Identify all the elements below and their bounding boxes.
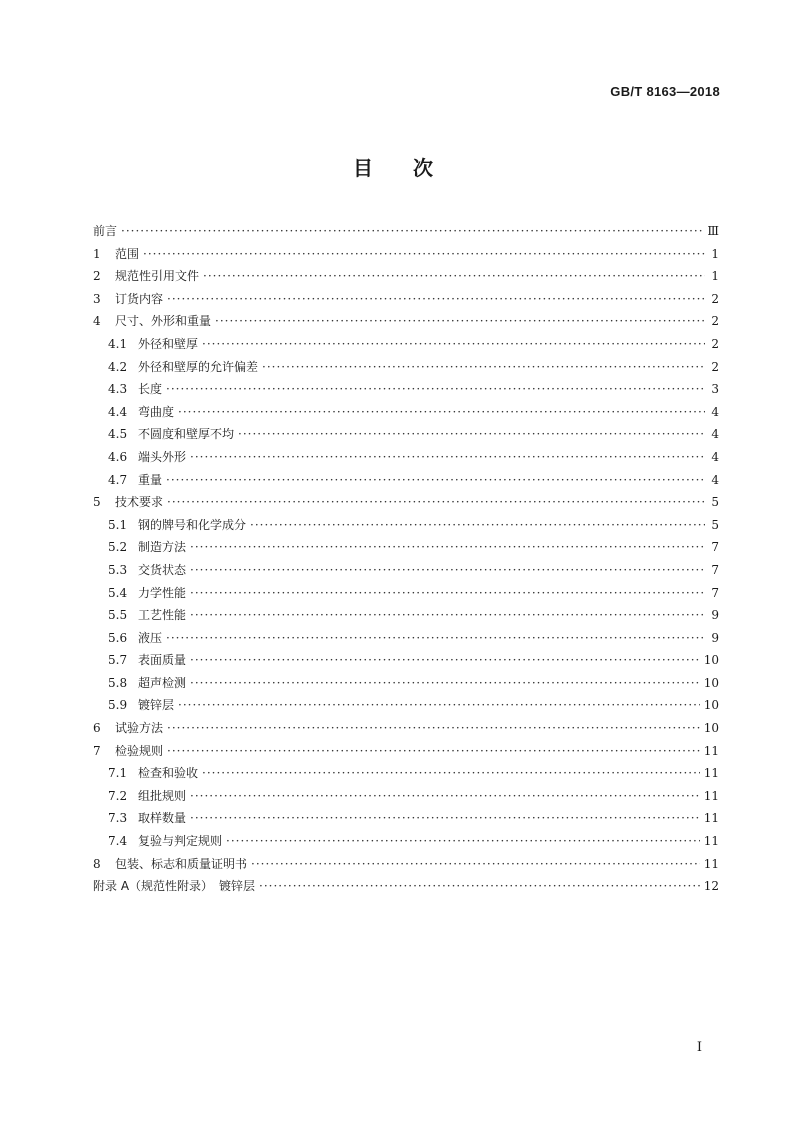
toc-entry-number: 7.4 <box>108 834 128 849</box>
toc-entry-number: 7 <box>93 743 101 758</box>
toc-leader-dots <box>166 469 705 492</box>
toc-leader-dots <box>238 423 705 446</box>
toc-entry-page: 7 <box>711 540 719 555</box>
toc-entry-label: 制造方法 <box>138 540 187 555</box>
toc-leader-dots <box>167 717 700 740</box>
toc-entry-number: 3 <box>93 291 101 306</box>
toc-entry-label: 订货内容 <box>115 291 164 306</box>
toc-entry[interactable] <box>93 582 719 605</box>
toc-entry-label: 重量 <box>138 472 163 487</box>
toc-entry-number: 4.2 <box>108 359 128 374</box>
toc-leader-dots <box>202 333 705 356</box>
toc-entry-page: 4 <box>711 449 719 464</box>
toc-entry[interactable] <box>93 807 719 830</box>
toc-entry-label: 工艺性能 <box>138 608 187 623</box>
toc-entry-label: 检查和验收 <box>138 766 199 781</box>
toc-entry-page: 10 <box>703 675 719 690</box>
toc-leader-dots <box>215 310 705 333</box>
toc-entry-page: 1 <box>711 269 719 284</box>
toc-entry-label: 范围 <box>115 246 140 261</box>
toc-entry-label: 试验方法 <box>115 721 164 736</box>
toc-entry[interactable] <box>93 401 719 424</box>
toc-entry-page: 9 <box>711 608 719 623</box>
toc-entry-page: 11 <box>703 811 719 826</box>
toc-entry-page: 7 <box>711 562 719 577</box>
toc-entry-page: 5 <box>711 495 719 510</box>
standard-code: GB/T 8163—2018 <box>610 84 720 99</box>
toc-entry-number: 5.3 <box>108 562 128 577</box>
toc-entry-page: 3 <box>711 382 719 397</box>
toc-entry-label: 表面质量 <box>138 653 187 668</box>
toc-leader-dots <box>190 649 700 672</box>
toc-entry-number: 5.9 <box>108 698 128 713</box>
toc-title <box>0 152 786 181</box>
toc-entry[interactable] <box>93 423 719 446</box>
toc-entry-page: 11 <box>703 766 719 781</box>
toc-leader-dots <box>166 627 705 650</box>
toc-entry-number: 5.4 <box>108 585 128 600</box>
toc-leader-dots <box>190 446 705 469</box>
toc-leader-dots <box>167 288 705 311</box>
toc-entry[interactable] <box>93 288 719 311</box>
toc-entry-page: 7 <box>711 585 719 600</box>
toc-entry-page: 4 <box>711 472 719 487</box>
toc-entry-label: 包装、标志和质量证明书 <box>115 856 248 871</box>
toc-entry-label: 长度 <box>138 382 163 397</box>
toc-entry[interactable] <box>93 762 719 785</box>
toc-entry-label: 附录 A（规范性附录） 镀锌层 <box>93 879 256 894</box>
toc-entry[interactable] <box>93 514 719 537</box>
toc-entry-page: 10 <box>703 698 719 713</box>
toc-entry-number: 8 <box>93 856 101 871</box>
toc-entry-page: 10 <box>703 653 719 668</box>
toc-entry-page: 11 <box>703 834 719 849</box>
toc-entry-label: 组批规则 <box>138 788 187 803</box>
toc-entry-number: 5 <box>93 495 101 510</box>
toc-entry-label: 尺寸、外形和重量 <box>115 314 212 329</box>
toc-entry-number: 5.1 <box>108 517 128 532</box>
toc-entry[interactable] <box>93 356 719 379</box>
toc-entry-number: 4.3 <box>108 382 128 397</box>
toc-entry[interactable] <box>93 310 719 333</box>
toc-entry-number: 4.4 <box>108 404 128 419</box>
toc-entry-page: 2 <box>711 291 719 306</box>
toc-entry-page: 1 <box>711 246 719 261</box>
toc-leader-dots <box>190 559 705 582</box>
toc-entry-number: 5.8 <box>108 675 128 690</box>
toc-entry-label: 端头外形 <box>138 449 187 464</box>
toc-entry-page: 10 <box>703 721 719 736</box>
toc-entry[interactable] <box>93 875 719 898</box>
toc-entry-number: 5.6 <box>108 630 128 645</box>
toc-title-char-1: 目 <box>353 156 373 180</box>
toc-entry[interactable] <box>93 243 719 266</box>
toc-entry-number: 6 <box>93 721 101 736</box>
toc-entry-number: 1 <box>93 246 101 261</box>
toc-leader-dots <box>259 875 700 898</box>
toc-entry[interactable] <box>93 220 719 243</box>
toc-leader-dots <box>190 604 705 627</box>
toc-entry-page: 5 <box>711 517 719 532</box>
toc-entry-number: 5.2 <box>108 540 128 555</box>
toc-entry-number: 4.1 <box>108 336 128 351</box>
toc-entry-label: 超声检测 <box>138 675 187 690</box>
toc-entry-number: 7.2 <box>108 788 128 803</box>
toc-entry-label: 外径和壁厚 <box>138 336 199 351</box>
toc-leader-dots <box>190 582 705 605</box>
toc-leader-dots <box>262 356 705 379</box>
toc-entry[interactable] <box>93 491 719 514</box>
page-number: I <box>696 1040 702 1055</box>
toc-entry-label: 复验与判定规则 <box>138 834 223 849</box>
toc-leader-dots <box>167 740 700 763</box>
toc-leader-dots <box>190 785 700 808</box>
toc-entry[interactable] <box>93 333 719 356</box>
toc-entry-number: 4 <box>93 314 101 329</box>
toc-entry-label: 外径和壁厚的允许偏差 <box>138 359 259 374</box>
toc-entry-page: 4 <box>711 427 719 442</box>
toc-entry-label: 液压 <box>138 630 163 645</box>
toc-entry[interactable] <box>93 265 719 288</box>
toc-entry[interactable] <box>93 627 719 650</box>
toc-entry[interactable] <box>93 830 719 853</box>
toc-entry-number: 7.3 <box>108 811 128 826</box>
toc-entry[interactable] <box>93 378 719 401</box>
toc-leader-dots <box>167 491 705 514</box>
toc-entry[interactable] <box>93 694 719 717</box>
toc-entry-label: 取样数量 <box>138 811 187 826</box>
toc-entry[interactable] <box>93 536 719 559</box>
toc-entry-page: 11 <box>703 788 719 803</box>
toc-entry-label: 规范性引用文件 <box>115 269 200 284</box>
toc-entry-label: 交货状态 <box>138 562 187 577</box>
toc-entry-label: 检验规则 <box>115 743 164 758</box>
toc-leader-dots <box>226 830 700 853</box>
toc-entry-page: 2 <box>711 359 719 374</box>
toc-leader-dots <box>250 514 705 537</box>
toc-entry[interactable] <box>93 740 719 763</box>
toc-leader-dots <box>178 694 700 717</box>
toc-entry-label: 前言 <box>93 224 118 238</box>
toc-entry-page: 4 <box>711 404 719 419</box>
toc-entry-number: 5.7 <box>108 653 128 668</box>
toc-entry-page: 9 <box>711 630 719 645</box>
toc-entry-label: 不圆度和壁厚不均 <box>138 427 235 442</box>
toc-entry-page: 2 <box>711 336 719 351</box>
toc-entry[interactable] <box>93 446 719 469</box>
toc-entry-page: 2 <box>711 314 719 329</box>
toc-entry-number: 4.5 <box>108 427 128 442</box>
toc-entry-label: 弯曲度 <box>138 404 175 419</box>
toc-entry[interactable] <box>93 649 719 672</box>
toc-entry-page: 11 <box>703 743 719 758</box>
toc-entry-label: 力学性能 <box>138 585 187 600</box>
toc-leader-dots <box>190 672 700 695</box>
toc-entry-label: 镀锌层 <box>138 698 175 713</box>
toc-leader-dots <box>178 401 705 424</box>
toc-entry[interactable] <box>93 604 719 627</box>
toc-entry[interactable] <box>93 853 719 876</box>
toc-entry-number: 2 <box>93 269 101 284</box>
toc-entry-number: 4.6 <box>108 449 128 464</box>
toc-entry-number: 4.7 <box>108 472 128 487</box>
toc-entry-page: Ⅲ <box>707 224 719 238</box>
toc-entry[interactable] <box>93 717 719 740</box>
toc-leader-dots <box>251 853 700 876</box>
toc-entry[interactable] <box>93 559 719 582</box>
toc-leader-dots <box>202 762 700 785</box>
toc-entry-page: 11 <box>703 856 719 871</box>
toc-entry[interactable] <box>93 672 719 695</box>
toc-leader-dots <box>203 265 705 288</box>
toc-leader-dots <box>190 807 700 830</box>
toc-entry-number: 5.5 <box>108 608 128 623</box>
toc-entry-number: 7.1 <box>108 766 128 781</box>
toc-entry-label: 技术要求 <box>115 495 164 510</box>
toc-leader-dots <box>190 536 705 559</box>
table-of-contents <box>93 220 719 898</box>
toc-leader-dots <box>143 243 705 266</box>
toc-entry[interactable] <box>93 785 719 808</box>
toc-leader-dots <box>166 378 705 401</box>
toc-entry-label: 钢的牌号和化学成分 <box>138 517 247 532</box>
toc-entry[interactable] <box>93 469 719 492</box>
toc-entry-page: 12 <box>703 879 719 894</box>
toc-title-char-2: 次 <box>413 156 433 180</box>
toc-leader-dots <box>121 220 703 243</box>
